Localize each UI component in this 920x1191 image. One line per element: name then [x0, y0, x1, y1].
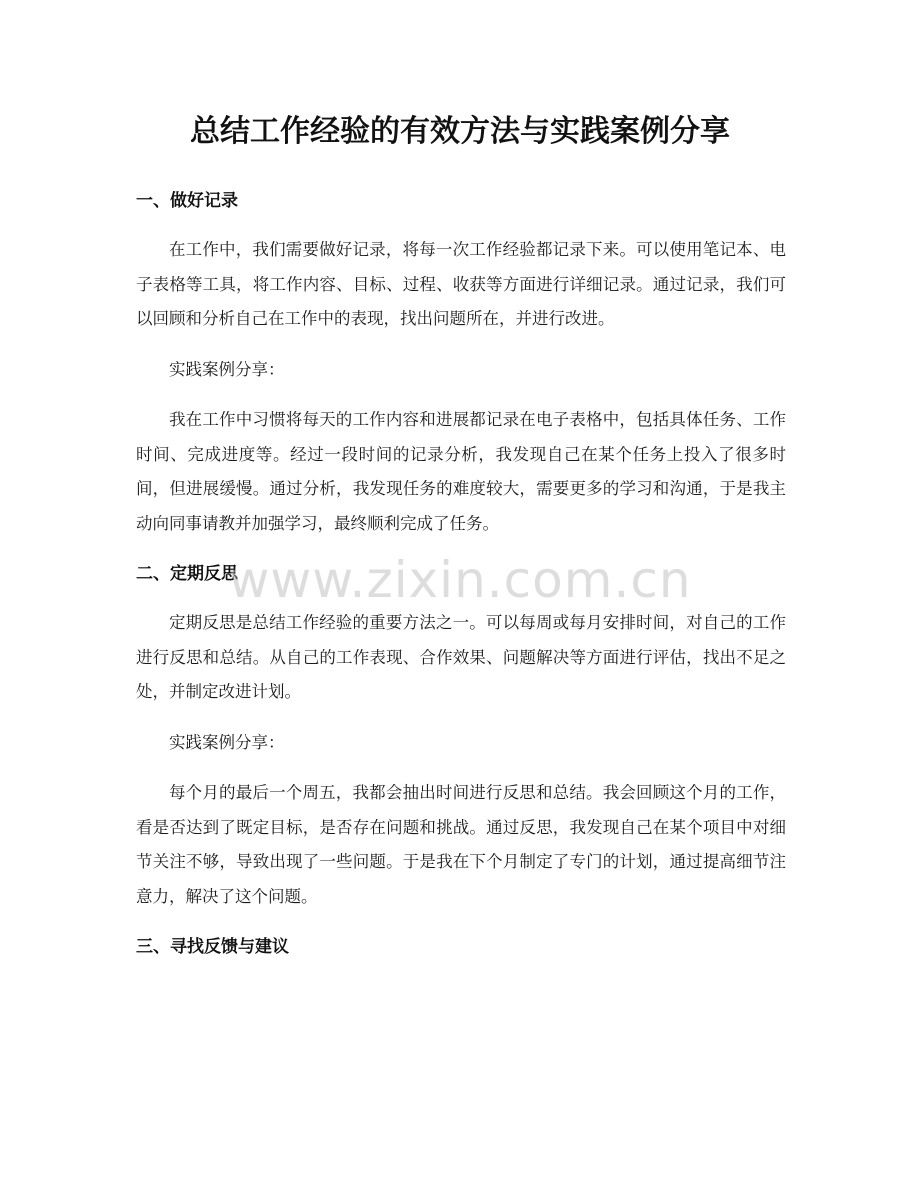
- paragraph-case-label: 实践案例分享：: [169, 732, 285, 752]
- document-body: [136, 184, 786, 964]
- paragraph-case-label: 实践案例分享：: [169, 359, 285, 379]
- section-heading-feedback: 三、寻找反馈与建议: [136, 937, 289, 957]
- watermark: www.zixin.com.cn: [228, 551, 692, 609]
- section-heading-record: 一、做好记录: [136, 191, 238, 211]
- page-title: 总结工作经验的有效方法与实践案例分享: [190, 114, 730, 149]
- paragraph-record-intro: 在工作中，我们需要做好记录，将每一次工作经验都记录下来。可以使用笔记本、电子表格等工具，将工作内容、目标、过程、收获等方面进行详细记录。通过记录，我们可以回顾和分析自己在工作中的表现，找出问题所在，并进行改进。: [136, 240, 786, 328]
- paragraph-reflection-case: 每个月的最后一个周五，我都会抽出时间进行反思和总结。我会回顾这个月的工作，看是否达到了既定目标，是否存在问题和挑战。通过反思，我发现自己在某个项目中对细节关注不够，导致出现了一些问题。于是我在下个月制定了专门的计划，通过提高细节注意力，解决了这个问题。: [136, 783, 786, 906]
- paragraph-reflection-intro: 定期反思是总结工作经验的重要方法之一。可以每周或每月安排时间，对自己的工作进行反思和总结。从自己的工作表现、合作效果、问题解决等方面进行评估，找出不足之处，并制定改进计划。: [136, 613, 786, 701]
- paragraph-record-case: 我在工作中习惯将每天的工作内容和进展都记录在电子表格中，包括具体任务、工作时间、完成进度等。经过一段时间的记录分析，我发现自己在某个任务上投入了很多时间，但进展缓慢。通过分析，我发现任务的难度较大，需要更多的学习和沟通，于是我主动向同事请教并加强学习，最终顺利完成了任务。: [136, 410, 786, 533]
- section-heading-reflection: 二、定期反思: [136, 564, 238, 584]
